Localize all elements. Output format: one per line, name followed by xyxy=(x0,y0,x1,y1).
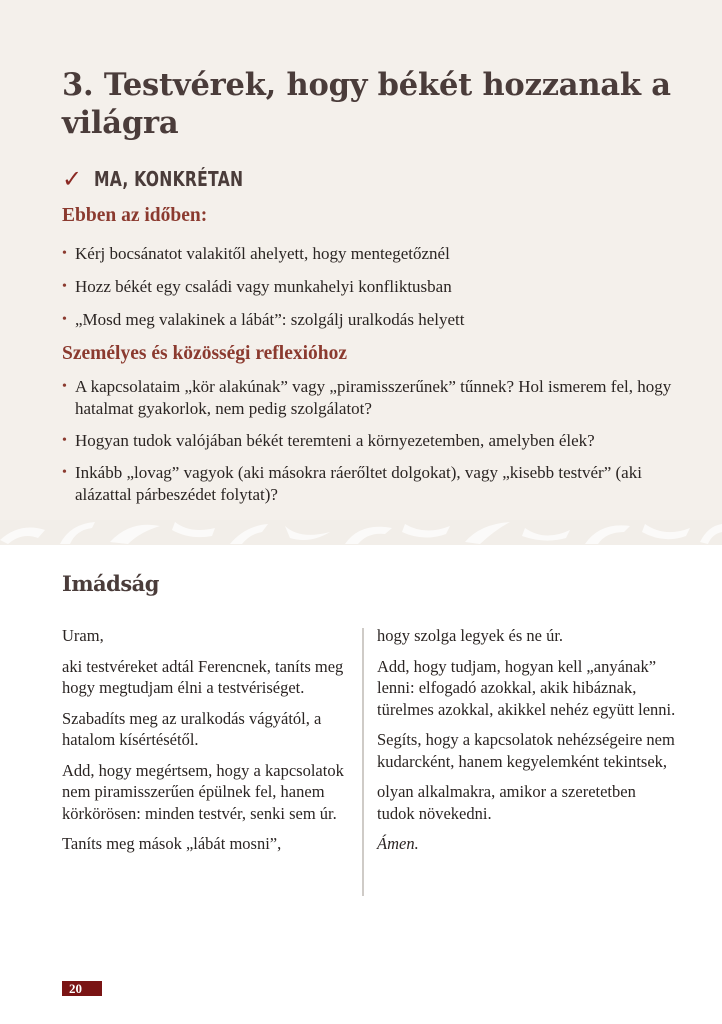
prayer-paragraph: hogy szolga legyek és ne úr. xyxy=(377,626,564,645)
bullet-icon: • xyxy=(62,465,67,480)
list-item: • Inkább „lovag” vagyok (aki másokra ráerőltet dolgokat), vagy „kisebb testvér” (aki alázattal párbeszédet folytat)? xyxy=(62,463,642,504)
bullet-icon: • xyxy=(62,279,67,294)
prayer-paragraph: aki testvéreket adtál Ferencnek, taníts meg hogy megtudjam élni a testvériséget. xyxy=(62,656,344,697)
prayer-paragraph: Add, hogy megértsem, hogy a kapcsolatok nem piramisszerűen épülnek fel, hanem körkörösen: minden testvér, senki sem úr. xyxy=(62,760,344,823)
ornament-band xyxy=(0,520,722,545)
prayer-paragraph: Szabadíts meg az uralkodás vágyától, a hatalom kísértésétől. xyxy=(62,708,322,749)
section-heading-now: Ebben az időben: xyxy=(62,205,208,226)
list-item: • Kérj bocsánatot valakitől ahelyett, hogy mentegetőznél xyxy=(62,244,450,263)
section-heading-reflection: Személyes és közösségi reflexióhoz xyxy=(62,343,348,364)
prayer-paragraph: olyan alkalmakra, amikor a szeretetben tudok növekedni. xyxy=(377,782,636,823)
prayer-paragraph: Taníts meg mások „lábát mosni”, xyxy=(62,834,282,853)
list-item: • A kapcsolataim „kör alakúnak” vagy „piramisszerűnek” tűnnek? Hol ismerem fel, hogy hatalmat gyakorlok, nem pedig szolgálatot? xyxy=(62,377,672,418)
page-title: 3. Testvérek, hogy békét hozzanak a világra xyxy=(62,67,671,141)
column-divider xyxy=(362,628,364,896)
bullet-icon: • xyxy=(62,312,67,327)
ornament-pattern-icon xyxy=(0,520,722,545)
bullet-icon: • xyxy=(62,379,67,394)
prayer-paragraph: Segíts, hogy a kapcsolatok nehézségeire nem kudarcként, hanem kegyelemként tekintsek, xyxy=(377,730,675,771)
page-number: 20 xyxy=(62,981,102,996)
prayer-paragraph: Add, hogy tudjam, hogyan kell „anyának” lenni: elfogadó azokkal, akik hibáznak, türelmes azokkal, akikkel nehéz együtt lenni. xyxy=(377,656,676,719)
prayer-column-left xyxy=(62,625,352,864)
bullet-icon: • xyxy=(62,246,67,261)
list-item: • Hozz békét egy családi vagy munkahelyi konfliktusban xyxy=(62,277,452,296)
prayer-column-right xyxy=(377,625,677,864)
subheading xyxy=(62,164,286,194)
list-item: • Hogyan tudok valójában békét teremteni a környezetemben, amelyben élek? xyxy=(62,431,595,450)
checkmark-icon: ✓ xyxy=(62,165,83,193)
prayer-closing: Ámen. xyxy=(377,834,419,853)
subheading-text: MA, KONKRÉTAN xyxy=(94,167,244,191)
prayer-paragraph: Uram, xyxy=(62,626,104,645)
now-list xyxy=(62,243,672,331)
reflection-list xyxy=(62,376,672,506)
bullet-icon: • xyxy=(62,433,67,448)
prayer-title: Imádság xyxy=(62,571,159,596)
list-item: • „Mosd meg valakinek a lábát”: szolgálj uralkodás helyett xyxy=(62,310,465,329)
